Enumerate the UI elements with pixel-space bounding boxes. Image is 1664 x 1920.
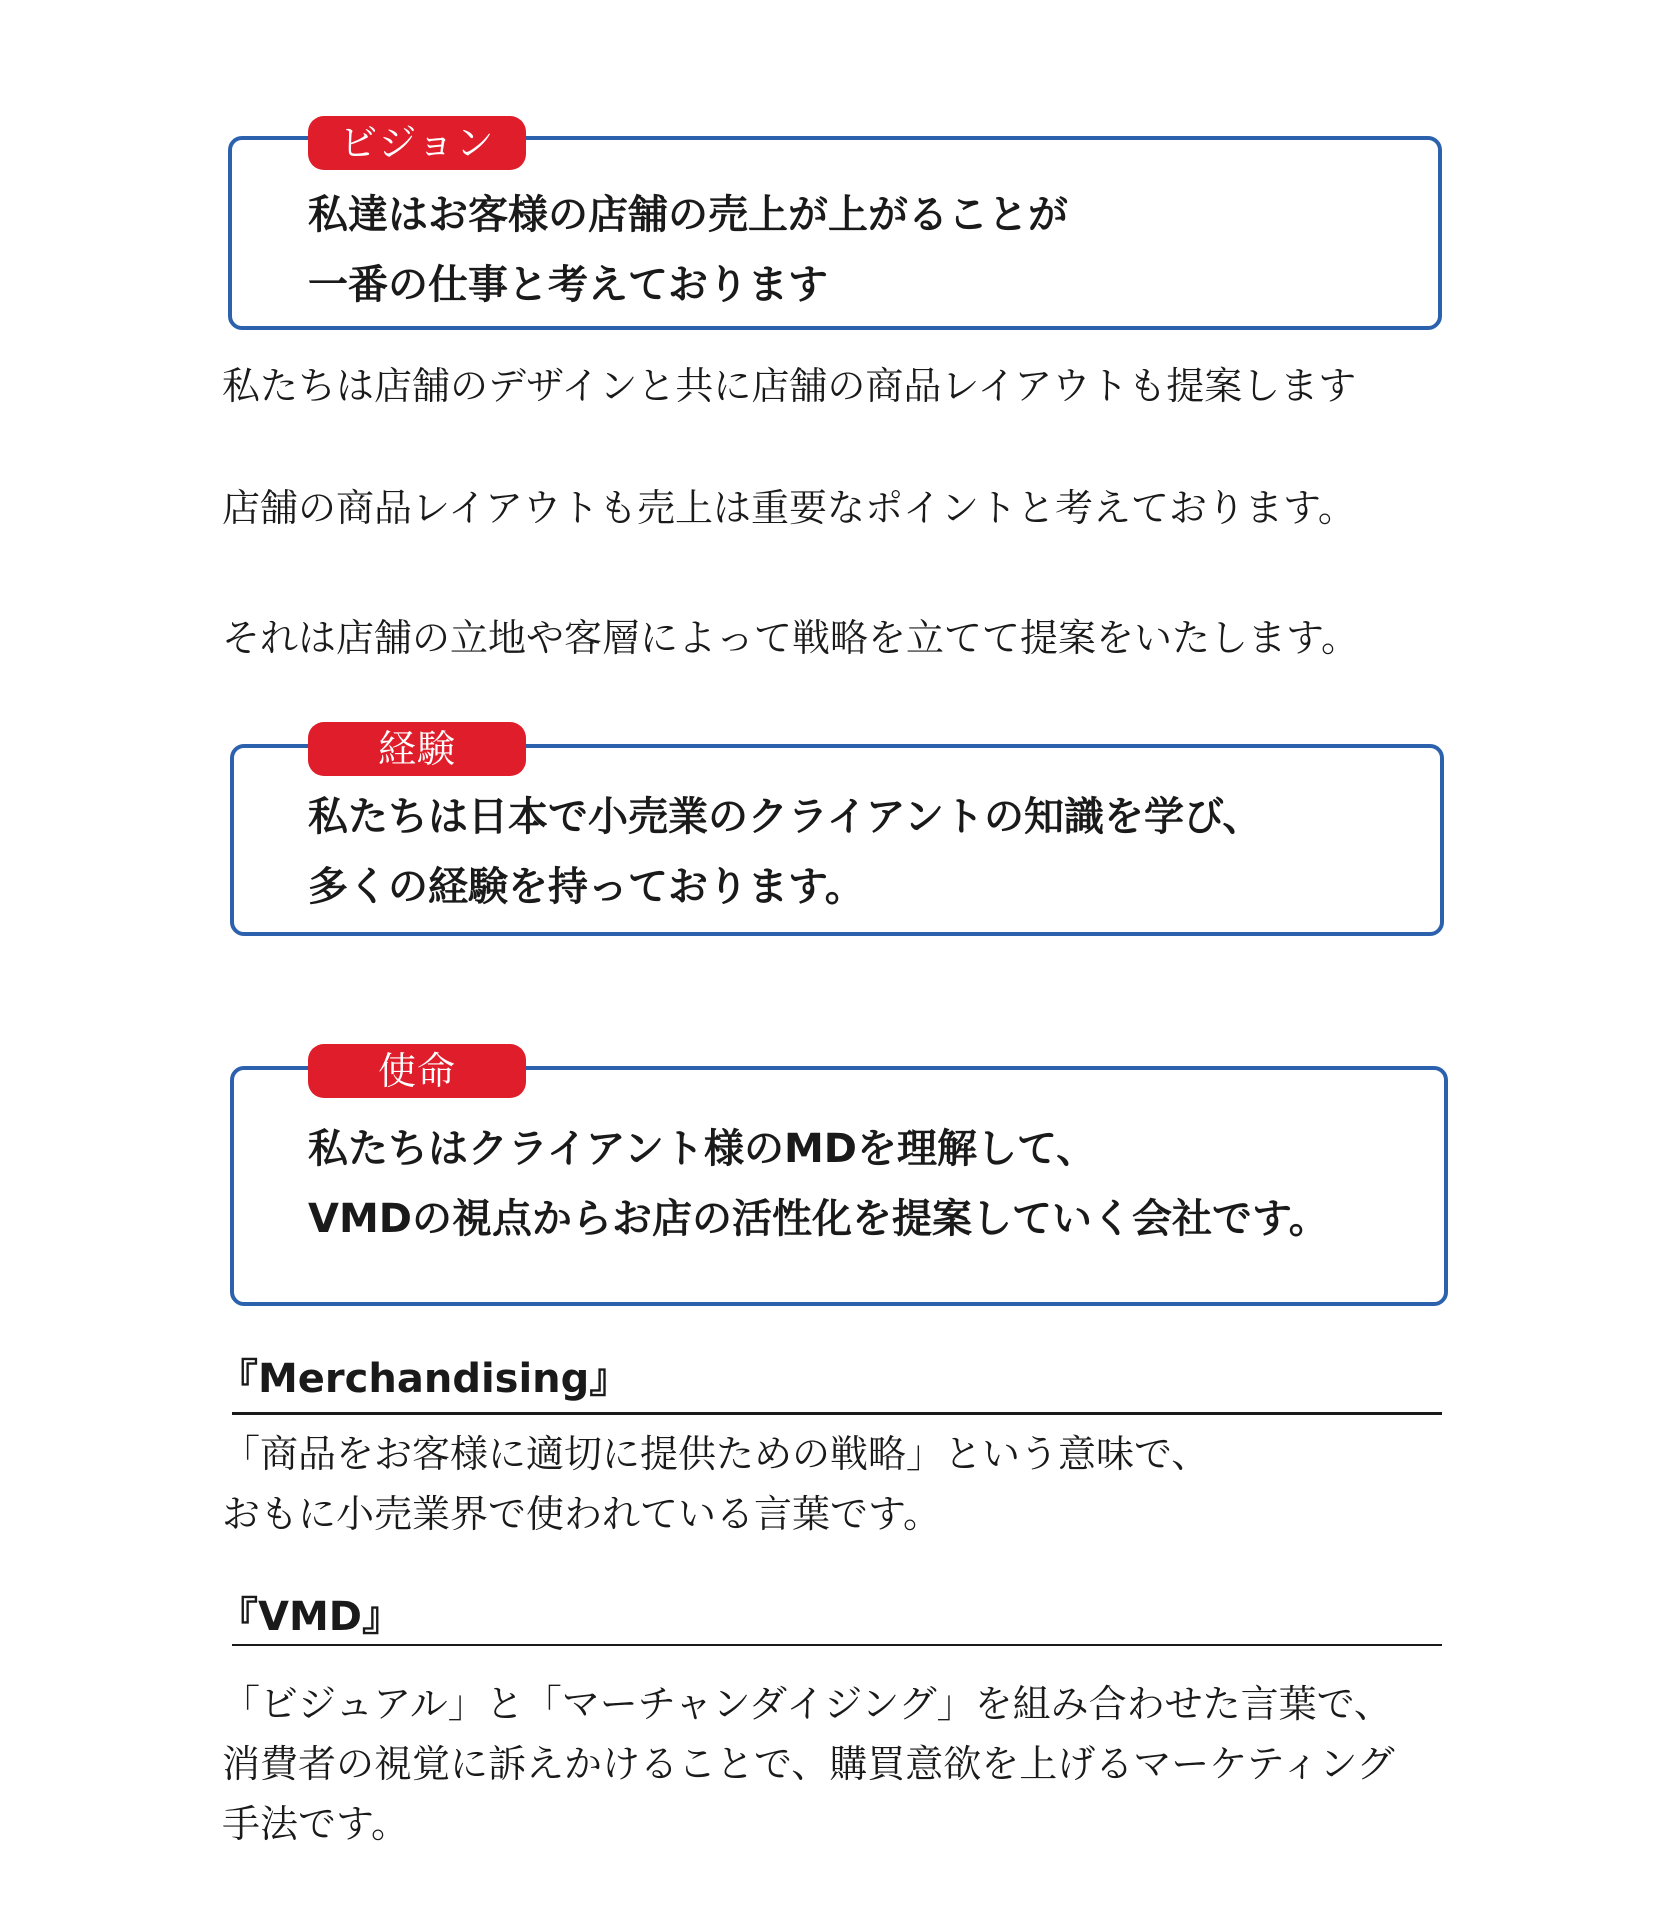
experience-line-2: 多くの経験を持っております。 xyxy=(308,864,865,910)
intro-paragraph-1: 私たちは店舗のデザインと共に店舗の商品レイアウトも提案します xyxy=(222,364,1357,408)
mission-line-2: VMDの視点からお店の活性化を提案していく会社です。 xyxy=(308,1196,1329,1242)
experience-line-1: 私たちは日本で小売業のクライアントの知識を学び、 xyxy=(308,794,1263,840)
mission-line-1: 私たちはクライアント様のMDを理解して、 xyxy=(308,1126,1097,1172)
intro-paragraph-2: 店舗の商品レイアウトも売上は重要なポイントと考えております。 xyxy=(222,486,1356,530)
mission-tag: 使命 xyxy=(308,1044,526,1098)
vision-line-1: 私達はお客様の店舗の売上が上がることが xyxy=(308,192,1068,238)
merchandising-heading: 『Merchandising』 xyxy=(218,1356,630,1402)
vision-line-2: 一番の仕事と考えております xyxy=(308,262,828,308)
merchandising-line-1: 「商品をお客様に適切に提供ための戦略」という意味で、 xyxy=(222,1432,1210,1476)
intro-paragraph-3: それは店舗の立地や客層によって戦略を立てて提案をいたします。 xyxy=(222,616,1359,660)
vmd-heading: 『VMD』 xyxy=(218,1594,402,1640)
vmd-line-2: 消費者の視覚に訴えかけることで、購買意欲を上げるマーケティング xyxy=(222,1742,1395,1786)
merchandising-divider xyxy=(232,1412,1442,1415)
merchandising-line-2: おもに小売業界で使われている言葉です。 xyxy=(222,1492,941,1536)
experience-tag: 経験 xyxy=(308,722,526,776)
vmd-divider xyxy=(232,1644,1442,1646)
vision-tag: ビジョン xyxy=(308,116,526,170)
vmd-line-1: 「ビジュアル」と「マーチャンダイジング」を組み合わせた言葉で、 xyxy=(222,1682,1392,1726)
vmd-line-3: 手法です。 xyxy=(222,1802,409,1846)
